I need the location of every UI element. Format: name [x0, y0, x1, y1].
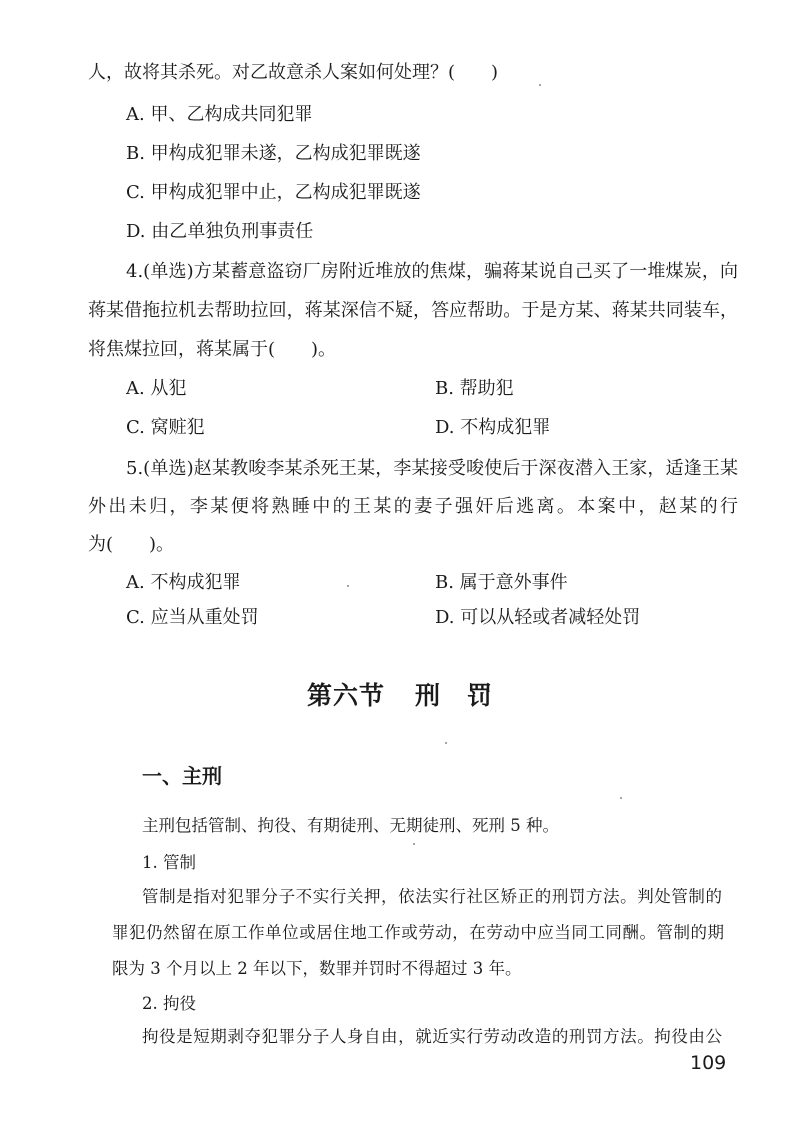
- q5-option-b: B. 属于意外事件: [435, 572, 568, 593]
- q5-line-1: [126, 456, 738, 482]
- sub1-title: 1. 管制: [142, 853, 196, 872]
- q5-option-a: A. 不构成犯罪: [126, 572, 241, 593]
- scan-speck: [413, 843, 415, 845]
- sub2-line-1-text: 拘役是短期剥夺犯罪分子人身自由，就近实行劳动改造的刑罚方法。拘役由公: [142, 1027, 722, 1046]
- sub2-line-1: [142, 1024, 722, 1050]
- section-number: 第六节: [306, 681, 385, 710]
- q4-option-b: B. 帮助犯: [435, 378, 514, 399]
- subsection-heading: 一、主刑: [142, 764, 222, 788]
- scan-speck: [445, 742, 447, 744]
- q3-option-d: D. 由乙单独负刑事责任: [126, 221, 314, 242]
- q3-option-b: B. 甲构成犯罪未遂，乙构成犯罪既遂: [126, 143, 421, 164]
- q4-line-3: 将焦煤拉回，蒋某属于( )。: [88, 339, 337, 360]
- section-title: [0, 676, 800, 712]
- sub2-title: 2. 拘役: [142, 994, 196, 1013]
- q5-line-3: 为( )。: [88, 534, 175, 555]
- q4-option-c: C. 窝赃犯: [126, 417, 205, 438]
- sub1-line-2: [112, 920, 724, 946]
- q3-option-c: C. 甲构成犯罪中止，乙构成犯罪既遂: [126, 182, 421, 203]
- q5-line-1-text: 5.(单选)赵某教唆李某杀死王某，李某接受唆使后于深夜潜入王家，适逢王某: [126, 458, 738, 479]
- q4-line-2-text: 蒋某借拖拉机去帮助拉回，蒋某深信不疑，答应帮助。于是方某、蒋某共同装车，: [88, 300, 738, 321]
- q3-tail: 人，故将其杀死。对乙故意杀人案如何处理？( ): [88, 62, 499, 83]
- page-number: 109: [690, 1052, 727, 1074]
- sub1-line-1-text: 管制是指对犯罪分子不实行关押，依法实行社区矫正的刑罚方法。判处管制的: [142, 887, 722, 906]
- q5-option-c: C. 应当从重处罚: [126, 607, 259, 628]
- scan-speck: [539, 84, 541, 86]
- q5-line-2: [88, 494, 738, 520]
- section-name: 刑 罚: [415, 681, 494, 710]
- q5-line-2-text: 外出未归，李某便将熟睡中的王某的妻子强奸后逃离。本案中，赵某的行: [88, 496, 738, 517]
- sub1-line-2-text: 罪犯仍然留在原工作单位或居住地工作或劳动，在劳动中应当同工同酬。管制的期: [112, 923, 724, 942]
- sub1-line-3: 限为 3 个月以上 2 年以下，数罪并罚时不得超过 3 年。: [112, 959, 522, 978]
- intro-paragraph: 主刑包括管制、拘役、有期徒刑、无期徒刑、死刑 5 种。: [142, 816, 559, 835]
- q3-option-a: A. 甲、乙构成共同犯罪: [126, 104, 313, 125]
- q4-line-2: [88, 298, 738, 324]
- q4-option-a: A. 从犯: [126, 378, 187, 399]
- q5-option-d: D. 可以从轻或者减轻处罚: [435, 607, 641, 628]
- q4-option-d: D. 不构成犯罪: [435, 417, 551, 438]
- q4-line-1-text: 4.(单选)方某蓄意盗窃厂房附近堆放的焦煤，骗蒋某说自己买了一堆煤炭，向: [126, 261, 738, 282]
- scan-speck: [347, 585, 349, 587]
- q4-line-1: [126, 259, 738, 285]
- scan-speck: [620, 797, 622, 799]
- sub1-line-1: [142, 884, 722, 910]
